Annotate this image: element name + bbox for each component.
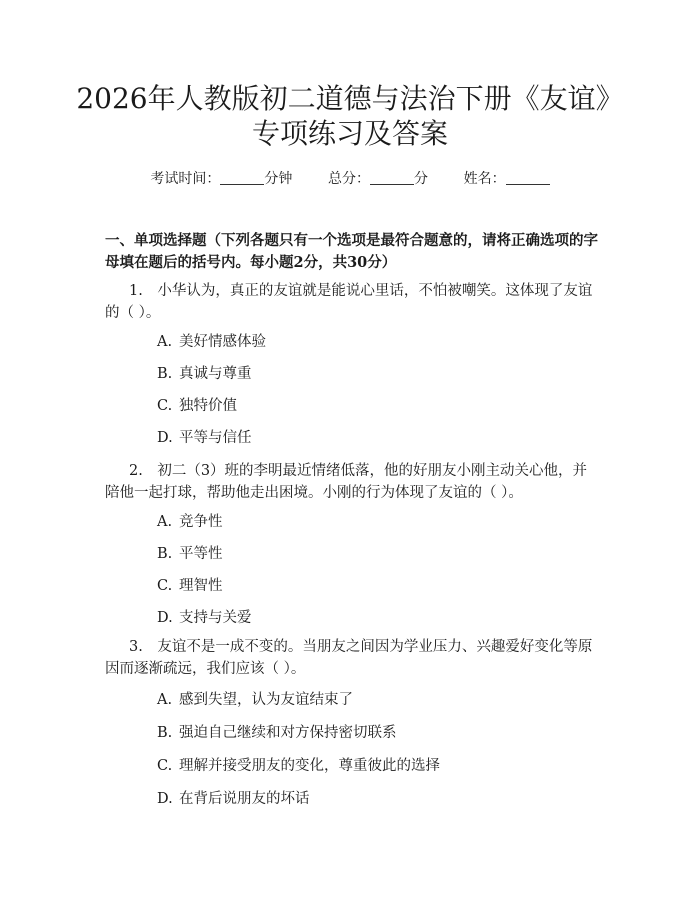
name-blank[interactable] — [506, 170, 550, 185]
page-subtitle: 专项练习及答案 — [251, 117, 448, 150]
option-letter: D. — [157, 430, 173, 446]
option-1b[interactable] — [157, 364, 252, 384]
option-letter: A. — [157, 514, 173, 530]
option-text: 竞争性 — [179, 514, 223, 530]
score-blank[interactable] — [370, 170, 414, 185]
option-text: 理解并接受朋友的变化，尊重彼此的选择 — [179, 758, 440, 774]
option-text: 强迫自己继续和对方保持密切联系 — [179, 725, 397, 741]
option-text: 平等性 — [179, 546, 223, 562]
option-letter: B. — [157, 366, 173, 382]
option-3d[interactable] — [157, 789, 310, 809]
option-letter: C. — [157, 758, 173, 774]
option-2b[interactable] — [157, 544, 223, 564]
score-unit: 分 — [414, 171, 428, 187]
time-unit: 分钟 — [264, 171, 293, 187]
option-letter: B. — [157, 546, 173, 562]
option-letter: B. — [157, 725, 173, 741]
option-3b[interactable] — [157, 723, 397, 743]
section-title: 一、单项选择题（下列各题只有一个选项是最符合题意的，请将正确选项的字母填在题后的括号内。每小题2分，共30分） — [105, 232, 598, 271]
option-letter: A. — [157, 692, 173, 708]
exam-meta — [0, 168, 700, 188]
name-label: 姓名： — [463, 171, 506, 187]
option-2a[interactable] — [157, 512, 223, 532]
option-text: 平等与信任 — [179, 430, 252, 446]
option-text: 支持与关爱 — [179, 610, 252, 626]
option-letter: D. — [157, 791, 173, 807]
question-3: 3. 友谊不是一成不变的。当朋友之间因为学业压力、兴趣爱好变化等原因而逐渐疏远，我们应该（ ）。 — [105, 639, 593, 677]
option-text: 理智性 — [179, 578, 223, 594]
option-1d[interactable] — [157, 428, 252, 448]
option-text: 美好情感体验 — [179, 334, 266, 350]
page-title: 2026年人教版初二道德与法治下册《友谊》 — [76, 82, 624, 115]
option-letter: C. — [157, 398, 173, 414]
time-blank[interactable] — [220, 170, 264, 185]
question-1: 1. 小华认为，真正的友谊就是能说心里话，不怕被嘲笑。这体现了友谊的（ ）。 — [105, 283, 593, 321]
option-text: 真诚与尊重 — [179, 366, 252, 382]
option-1a[interactable] — [157, 332, 266, 352]
score-label: 总分： — [328, 171, 370, 187]
time-label: 考试时间： — [150, 171, 221, 187]
option-3a[interactable] — [157, 690, 353, 710]
option-text: 独特价值 — [179, 398, 237, 414]
option-text: 感到失望，认为友谊结束了 — [179, 692, 353, 708]
option-3c[interactable] — [157, 756, 440, 776]
option-letter: A. — [157, 334, 173, 350]
option-2d[interactable] — [157, 608, 252, 628]
option-letter: C. — [157, 578, 173, 594]
option-2c[interactable] — [157, 576, 223, 596]
question-2: 2. 初二（3）班的李明最近情绪低落，他的好朋友小刚主动关心他，并陪他一起打球，帮助他走出困境。小刚的行为体现了友谊的（ ）。 — [105, 463, 588, 501]
option-letter: D. — [157, 610, 173, 626]
option-text: 在背后说朋友的坏话 — [179, 791, 310, 807]
option-1c[interactable] — [157, 396, 237, 416]
